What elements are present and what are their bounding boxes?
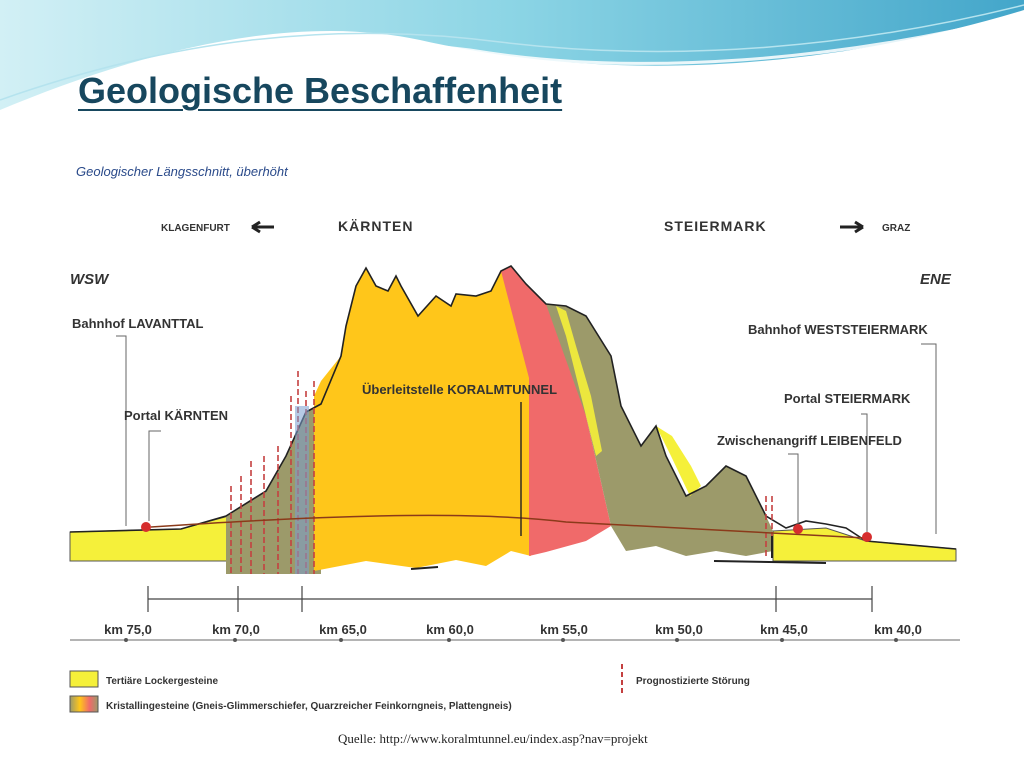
leader-line [861, 414, 867, 532]
legend-label-tertiary: Tertiäre Lockergesteine [106, 676, 219, 687]
callout-station-east: Bahnhof WESTSTEIERMARK [748, 322, 928, 337]
source-caption: Quelle: http://www.koralmtunnel.eu/index.asp?nav=projekt [338, 731, 648, 746]
portal-marker-east-2 [862, 532, 872, 542]
km-label: km 45,0 [760, 622, 808, 637]
km-dot [780, 638, 784, 642]
km-label: km 55,0 [540, 622, 588, 637]
km-dot [233, 638, 237, 642]
callout-crossover: Überleitstelle KORALMTUNNEL [362, 382, 558, 397]
km-dot [894, 638, 898, 642]
left-compass-label: WSW [70, 271, 109, 288]
leader-line [788, 454, 798, 524]
fault-zone-blue [295, 406, 309, 574]
arrow-left-icon [252, 222, 274, 232]
legend-label-crystalline: Kristallingesteine (Gneis-Glimmerschiefer, Quarzreicher Feinkorngneis, Plattengneis) [106, 701, 512, 712]
west-city-label: KLAGENFURT [161, 223, 230, 234]
km-dot [447, 638, 451, 642]
km-dot [124, 638, 128, 642]
arrow-right-icon [840, 222, 863, 232]
portal-marker-west [141, 522, 151, 532]
km-dot [675, 638, 679, 642]
km-label: km 65,0 [319, 622, 367, 637]
callout-portal-west: Portal KÄRNTEN [124, 408, 229, 423]
crystalline-orange [314, 268, 531, 571]
leader-line [921, 344, 936, 534]
dimension-bar [148, 586, 872, 612]
east-city-label: GRAZ [882, 223, 911, 234]
km-dot [339, 638, 343, 642]
diagram-subtitle: Geologischer Längsschnitt, überhöht [76, 164, 288, 179]
geologic-section [66, 156, 964, 722]
right-compass-label: ENE [920, 271, 951, 288]
portal-marker-east [793, 524, 803, 534]
right-region-label: STEIERMARK [664, 218, 767, 234]
km-dot [561, 638, 565, 642]
callout-access: Zwischenangriff LEIBENFELD [717, 433, 902, 448]
km-label: km 60,0 [426, 622, 474, 637]
diagram-panel [66, 156, 964, 722]
km-label: km 40,0 [874, 622, 922, 637]
legend-swatch-tertiary [70, 671, 98, 687]
km-labels [104, 622, 922, 637]
km-label: km 75,0 [104, 622, 152, 637]
legend-label-fault: Prognostizierte Störung [636, 676, 750, 687]
leader-line [116, 336, 126, 526]
callout-station-west: Bahnhof LAVANTTAL [72, 316, 204, 331]
km-label: km 50,0 [655, 622, 703, 637]
left-region-label: KÄRNTEN [338, 218, 414, 234]
leader-line [149, 431, 161, 521]
legend-swatch-crystalline [70, 696, 98, 712]
km-label: km 70,0 [212, 622, 260, 637]
slide-title: Geologische Beschaffenheit [78, 70, 563, 111]
callout-portal-east: Portal STEIERMARK [784, 391, 911, 406]
